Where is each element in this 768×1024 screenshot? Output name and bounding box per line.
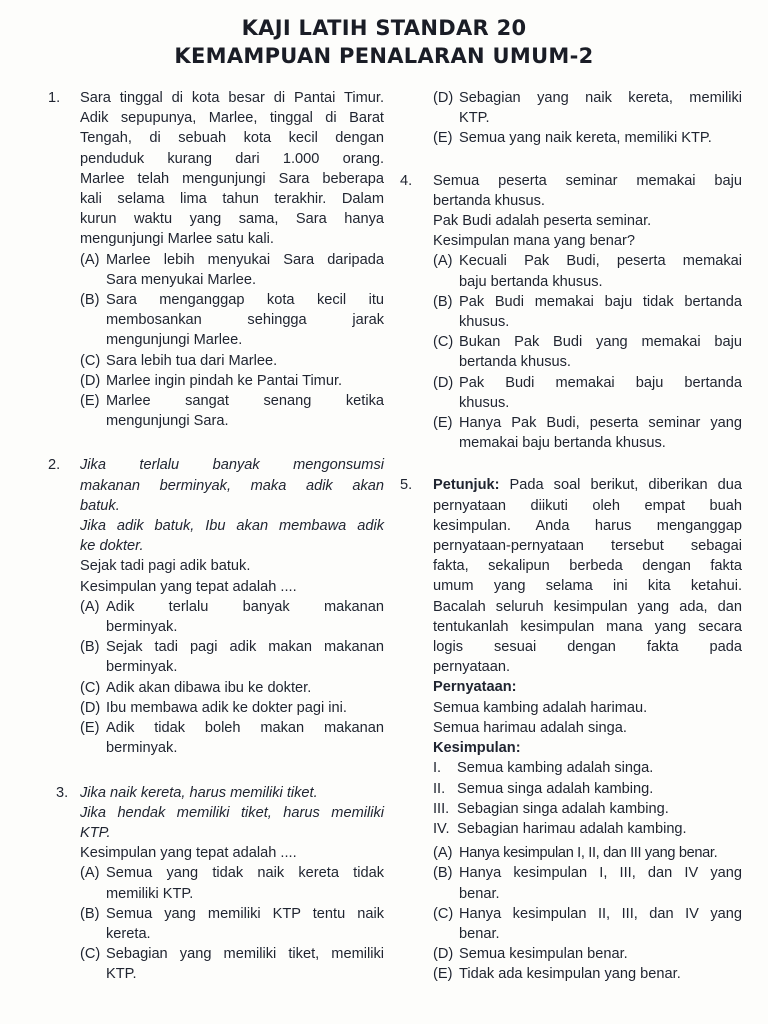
conclusion-label: III. [433, 800, 450, 817]
option-label: (C) [80, 352, 101, 369]
instruction-line: fakta, sekalipun berbeda dengan fakta [433, 558, 742, 575]
option-text: bertanda khusus. [459, 354, 571, 371]
option-text: khusus. [459, 394, 510, 411]
conclusion-text: Semua kambing adalah singa. [457, 760, 654, 777]
question-5 [400, 475, 742, 984]
stem-line: Adik sepupunya, Marlee, tinggal di Barat [80, 110, 384, 127]
option-text: benar. [459, 885, 500, 902]
option-label: (A) [80, 251, 100, 268]
stem-line: Pak Budi adalah peserta seminar. [433, 213, 652, 230]
option-b[interactable] [80, 637, 384, 677]
option-text: berminyak. [106, 659, 178, 676]
question-1 [48, 88, 384, 431]
option-text: Marlee sangat senang ketika [106, 393, 384, 410]
option-text: Sejak tadi pagi adik makan makanan [106, 639, 384, 656]
option-label: (B) [433, 293, 453, 310]
option-text: Kecuali Pak Budi, peserta memakai [459, 253, 742, 270]
option-text: memakai baju bertanda khusus. [459, 435, 666, 452]
stem-line: penduduk kurang dari 1.000 orang. [80, 150, 384, 167]
option-text: kereta. [106, 925, 151, 942]
option-e[interactable] [80, 718, 384, 758]
question-2 [48, 455, 384, 758]
option-label: (B) [80, 639, 100, 656]
question-3-continued [400, 88, 742, 149]
stem-line: Sara tinggal di kota besar di Pantai Timur. [80, 90, 384, 106]
option-e[interactable] [80, 391, 384, 431]
conclusion-item [433, 758, 742, 778]
conclusion-label: IV. [433, 820, 450, 837]
option-text: Sebagian yang memiliki tiket, memiliki [106, 946, 384, 963]
left-column [48, 88, 384, 985]
option-d[interactable] [433, 944, 742, 964]
option-text: Sara menyukai Marlee. [106, 271, 257, 288]
option-text: Bukan Pak Budi yang memakai baju [459, 334, 742, 351]
option-label: (C) [80, 946, 101, 963]
stem-line: Kesimpulan yang tepat adalah .... [80, 845, 297, 862]
question-3 [48, 783, 384, 985]
option-text: Hanya kesimpulan I, III, dan IV yang [459, 865, 742, 882]
option-text: Semua yang naik kereta, memiliki KTP. [459, 130, 712, 147]
question-number: 1. [48, 90, 61, 106]
option-text: Semua kesimpulan benar. [459, 946, 628, 963]
premise-line: Jika hendak memiliki tiket, harus memiliki [80, 804, 384, 821]
conclusion-text: Semua singa adalah kambing. [457, 780, 654, 797]
stem-line: Sejak tadi pagi adik batuk. [80, 558, 251, 575]
option-text: Tidak ada kesimpulan yang benar. [459, 966, 681, 983]
option-a[interactable] [433, 251, 742, 291]
instruction-line: Bacalah seluruh kesimpulan yang ada, dan [433, 598, 742, 615]
conclusion-item [433, 799, 742, 819]
option-label: (B) [80, 292, 100, 309]
premise-line: batuk. [80, 497, 120, 514]
option-text: Hanya Pak Budi, peserta seminar yang [459, 415, 742, 432]
question-number: 4. [400, 172, 413, 189]
stem-line: Semua peserta seminar memakai baju [433, 172, 742, 189]
instruction-line: pernyataan. [433, 659, 511, 676]
option-label: (E) [80, 720, 100, 737]
premise-line: Jika adik batuk, Ibu akan membawa adik [80, 518, 384, 535]
option-e[interactable] [433, 413, 742, 453]
option-text: Hanya kesimpulan I, II, dan III yang benar. [459, 845, 718, 862]
option-d[interactable] [80, 698, 384, 718]
premise-line: makanan berminyak, maka adik akan [80, 477, 384, 494]
option-label: (D) [433, 90, 454, 106]
option-c[interactable] [80, 944, 384, 984]
option-label: (D) [433, 946, 454, 963]
option-b[interactable] [80, 904, 384, 944]
page-subtitle: KEMAMPUAN PENALARAN UMUM-2 [174, 44, 594, 68]
option-c[interactable] [433, 904, 742, 944]
option-text: Semua yang tidak naik kereta tidak [106, 865, 384, 882]
option-text: benar. [459, 925, 500, 942]
option-text: Pak Budi memakai baju tidak bertanda [459, 293, 742, 310]
option-text: memiliki KTP. [106, 885, 194, 902]
option-label: (B) [433, 865, 453, 882]
conclusion-label: I. [433, 760, 442, 777]
option-text: berminyak. [106, 619, 178, 636]
option-c[interactable] [80, 351, 384, 371]
premise-line: Jika terlalu banyak mengonsumsi [80, 457, 384, 474]
option-label: (D) [80, 372, 101, 389]
right-column [400, 88, 742, 985]
stem-line: kurun waktu yang sama, Sara hanya [80, 211, 384, 228]
option-text: KTP. [459, 110, 490, 127]
option-text: baju bertanda khusus. [459, 273, 603, 290]
option-label: (E) [433, 130, 453, 147]
conclusion-item [433, 819, 742, 839]
option-text: mengunjungi Sara. [106, 413, 229, 430]
premise-line: ke dokter. [80, 538, 144, 555]
option-label: (C) [80, 679, 101, 696]
question-4 [400, 171, 742, 454]
premise-line: KTP. [80, 824, 111, 841]
option-text: Adik terlalu banyak makanan [106, 598, 384, 615]
option-label: (A) [80, 598, 100, 615]
page-title: KAJI LATIH STANDAR 20 [241, 16, 527, 40]
conclusion-item [433, 779, 742, 799]
option-text: Adik akan dibawa ibu ke dokter. [106, 679, 312, 696]
option-text: Sara menganggap kota kecil itu [106, 292, 384, 309]
stem-line: kali selama lima tahun terakhir. Dalam [80, 191, 384, 208]
option-b[interactable] [433, 863, 742, 903]
statement-line: Semua kambing adalah harimau. [433, 699, 648, 716]
stem-line: bertanda khusus. [433, 192, 545, 209]
option-label: (C) [433, 905, 454, 922]
option-label: (C) [433, 334, 454, 351]
instruction-line: tentukanlah kesimpulan mana yang secara [433, 618, 742, 635]
option-text: Marlee lebih menyukai Sara daripada [106, 251, 384, 268]
option-c[interactable] [80, 678, 384, 698]
option-label: (E) [433, 415, 453, 432]
option-b[interactable] [433, 292, 742, 332]
instruction-text: Pada soal berikut, diberikan dua [509, 477, 742, 494]
option-a[interactable] [433, 843, 742, 863]
option-text: mengunjungi Marlee. [106, 332, 243, 349]
option-d[interactable] [80, 371, 384, 391]
question-number: 3. [56, 784, 69, 801]
instruction-line: pernyataan diikuti oleh empat buah [433, 497, 742, 514]
option-label: (A) [433, 253, 453, 270]
option-text: berminyak. [106, 740, 178, 757]
option-b[interactable] [80, 290, 384, 351]
conclusion-label: II. [433, 780, 446, 797]
stem-line: Marlee telah mengunjungi Sara beberapa [80, 170, 384, 187]
conclusion-heading: Kesimpulan: [433, 740, 521, 757]
option-a[interactable] [80, 863, 384, 903]
option-label: (E) [80, 393, 100, 410]
option-text: khusus. [459, 314, 510, 331]
instruction-line: umum yang selama ini kita ketahui. [433, 578, 742, 595]
stem-line: Kesimpulan yang tepat adalah .... [80, 578, 297, 595]
option-text: membosankan sehingga jarak [106, 312, 384, 329]
option-text: Sara lebih tua dari Marlee. [106, 352, 278, 369]
stem-line: Tengah, di sebuah kota kecil dengan [80, 130, 384, 147]
option-label: (A) [433, 845, 453, 862]
option-e[interactable] [433, 964, 742, 984]
statement-line: Semua harimau adalah singa. [433, 719, 627, 736]
option-label: (D) [80, 699, 101, 716]
instruction-line: logis sesuai dengan fakta pada [433, 639, 742, 656]
instruction-line: kesimpulan. Anda harus menganggap [433, 517, 742, 534]
option-label: (E) [433, 966, 453, 983]
premise-line: Jika naik kereta, harus memiliki tiket. [80, 784, 318, 801]
question-number: 5. [400, 477, 413, 494]
instruction-line: pernyataan-pernyataan tersebut sebagai [433, 538, 742, 555]
option-text: KTP. [106, 966, 137, 983]
option-text: Sebagian yang naik kereta, memiliki [459, 90, 742, 106]
option-label: (B) [80, 905, 100, 922]
conclusion-text: Sebagian harimau adalah kambing. [457, 820, 687, 837]
option-text: Adik tidak boleh makan makanan [106, 720, 384, 737]
stem-line: Kesimpulan mana yang benar? [433, 233, 636, 250]
option-label: (A) [80, 865, 100, 882]
conclusion-text: Sebagian singa adalah kambing. [457, 800, 669, 817]
option-a[interactable] [80, 597, 384, 637]
option-a[interactable] [80, 250, 384, 290]
question-number: 2. [48, 457, 61, 474]
option-text: Marlee ingin pindah ke Pantai Timur. [106, 372, 343, 389]
instruction-line [433, 475, 742, 495]
option-d[interactable] [433, 88, 742, 128]
option-text: Ibu membawa adik ke dokter pagi ini. [106, 699, 347, 716]
stem-line: mengunjungi Marlee satu kali. [80, 231, 274, 248]
option-label: (D) [433, 374, 454, 391]
option-text: Pak Budi memakai baju bertanda [459, 374, 742, 391]
option-text: Hanya kesimpulan II, III, dan IV yang [459, 905, 742, 922]
option-e[interactable] [433, 128, 742, 148]
option-text: Semua yang memiliki KTP tentu naik [106, 905, 384, 922]
instruction-label: Petunjuk: [433, 477, 500, 494]
statement-heading: Pernyataan: [433, 679, 517, 696]
option-c[interactable] [433, 332, 742, 372]
option-d[interactable] [433, 373, 742, 413]
